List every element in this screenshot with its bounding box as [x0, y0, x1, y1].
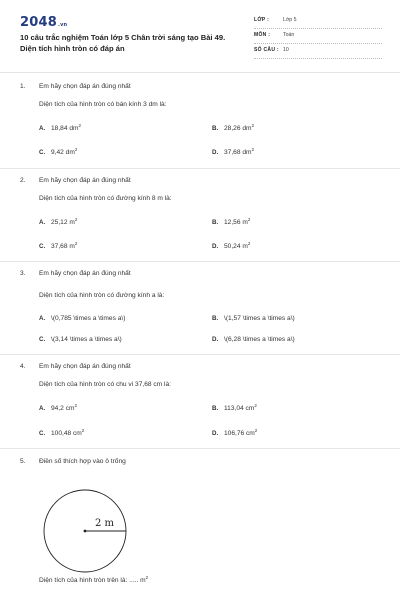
option-letter: C.	[39, 336, 46, 343]
question-text: Diện tích của hình tròn có đường kính a là:	[39, 292, 165, 299]
option-value: 106,76 cm	[224, 430, 255, 437]
meta-row-subject	[254, 29, 382, 44]
option-sup: 2	[74, 216, 78, 222]
header-divider	[0, 72, 400, 73]
option-value: 28,26 dm	[224, 125, 252, 132]
option-letter: A.	[39, 405, 46, 412]
option-value: \(0,785 \times a \times a\)	[51, 315, 126, 322]
option-letter: D.	[212, 336, 219, 343]
option-letter: C.	[39, 430, 46, 437]
meta-label: SỐ CÂU :	[254, 47, 279, 53]
option-b[interactable]	[212, 402, 257, 412]
option-value: \(3,14 \times a \times a\)	[51, 336, 122, 343]
logo-suffix: .vn	[57, 22, 68, 28]
logo-main: 2048	[20, 15, 57, 30]
option-letter: B.	[212, 315, 219, 322]
option-sup: 2	[254, 427, 258, 433]
option-letter: A.	[39, 315, 46, 322]
document-header	[0, 0, 400, 78]
option-letter: D.	[212, 430, 219, 437]
fill-in-sup: 2	[145, 574, 149, 580]
option-a[interactable]	[39, 216, 78, 226]
document-meta	[254, 14, 382, 59]
option-sup: 2	[247, 216, 251, 222]
meta-value: Toán	[283, 32, 295, 38]
question-divider	[0, 261, 400, 262]
option-sup: 2	[254, 402, 257, 408]
option-a[interactable]	[39, 402, 77, 412]
option-value: 113,04 cm	[224, 405, 255, 412]
option-letter: A.	[39, 125, 46, 132]
option-b[interactable]	[212, 122, 255, 132]
meta-row-grade	[254, 14, 382, 29]
option-d[interactable]	[212, 427, 258, 437]
option-value: 37,68 m	[51, 243, 75, 250]
option-sup: 2	[247, 240, 251, 246]
option-letter: B.	[212, 405, 219, 412]
option-value: \(1,57 \times a \times a\)	[224, 315, 295, 322]
option-b[interactable]	[212, 315, 295, 322]
question-number: 5.	[20, 458, 26, 465]
question-prompt: Em hãy chọn đáp án đúng nhất	[39, 83, 131, 90]
option-letter: A.	[39, 219, 46, 226]
option-c[interactable]	[39, 240, 78, 250]
option-sup: 2	[251, 146, 255, 152]
option-value: 37,68 dm	[224, 149, 252, 156]
question-prompt: Em hãy chọn đáp án đúng nhất	[39, 363, 131, 370]
option-sup: 2	[251, 122, 255, 128]
option-letter: B.	[212, 219, 219, 226]
option-d[interactable]	[212, 240, 251, 250]
meta-row-question-count	[254, 44, 382, 59]
question-prompt: Em hãy chọn đáp án đúng nhất	[39, 270, 131, 277]
option-value: 9,42 dm	[51, 149, 75, 156]
option-letter: D.	[212, 149, 219, 156]
fill-in-answer[interactable]	[39, 574, 149, 584]
option-a[interactable]	[39, 315, 125, 322]
meta-value: 10	[283, 47, 289, 53]
option-sup: 2	[74, 402, 77, 408]
option-sup: 2	[81, 427, 85, 433]
option-c[interactable]	[39, 427, 85, 437]
radius-label: 2 m	[95, 518, 115, 529]
option-letter: C.	[39, 149, 46, 156]
question-text: Diện tích của hình tròn có chu vi 37,68 cm là:	[39, 381, 171, 388]
option-d[interactable]	[212, 146, 255, 156]
option-value: 94,2 cm	[51, 405, 75, 412]
option-value: 12,56 m	[224, 219, 248, 226]
meta-value: Lớp 5	[283, 17, 297, 23]
fill-in-text: Diện tích của hình tròn trên là: ..... m	[39, 577, 146, 584]
option-letter: D.	[212, 243, 219, 250]
option-letter: B.	[212, 125, 219, 132]
question-prompt: Điền số thích hợp vào ô trống	[39, 458, 126, 465]
option-value: \(6,28 \times a \times a\)	[224, 336, 295, 343]
document-title	[20, 33, 240, 54]
question-text: Diện tích của hình tròn có bán kính 3 dm là:	[39, 101, 167, 108]
question-number: 4.	[20, 363, 26, 370]
question-text: Diện tích của hình tròn có đường kính 8 m là:	[39, 195, 172, 202]
circle-figure	[40, 486, 132, 578]
document-title-line-2: Diện tích hình tròn có đáp án	[20, 43, 125, 53]
question-number: 1.	[20, 83, 26, 90]
option-sup: 2	[78, 122, 82, 128]
question-number: 2.	[20, 177, 26, 184]
option-letter: C.	[39, 243, 46, 250]
option-value: 25,12 m	[51, 219, 75, 226]
meta-label: MÔN :	[254, 32, 271, 38]
question-number: 3.	[20, 270, 26, 277]
question-divider	[0, 354, 400, 355]
option-a[interactable]	[39, 122, 82, 132]
option-value: 50,24 m	[224, 243, 248, 250]
option-value: 18,84 dm	[51, 125, 79, 132]
question-prompt: Em hãy chọn đáp án đúng nhất	[39, 177, 131, 184]
question-divider	[0, 168, 400, 169]
question-divider	[0, 448, 400, 449]
center-point	[84, 530, 87, 533]
option-b[interactable]	[212, 216, 251, 226]
option-d[interactable]	[212, 336, 295, 343]
option-value: 100,48 cm	[51, 430, 82, 437]
site-logo[interactable]	[20, 15, 67, 30]
meta-label: LỚP :	[254, 17, 270, 23]
option-c[interactable]	[39, 146, 78, 156]
option-sup: 2	[74, 240, 78, 246]
option-c[interactable]	[39, 336, 122, 343]
document-title-line-1: 10 câu trắc nghiệm Toán lớp 5 Chân trời sáng tạo Bài 49.	[20, 33, 226, 42]
option-sup: 2	[74, 146, 78, 152]
